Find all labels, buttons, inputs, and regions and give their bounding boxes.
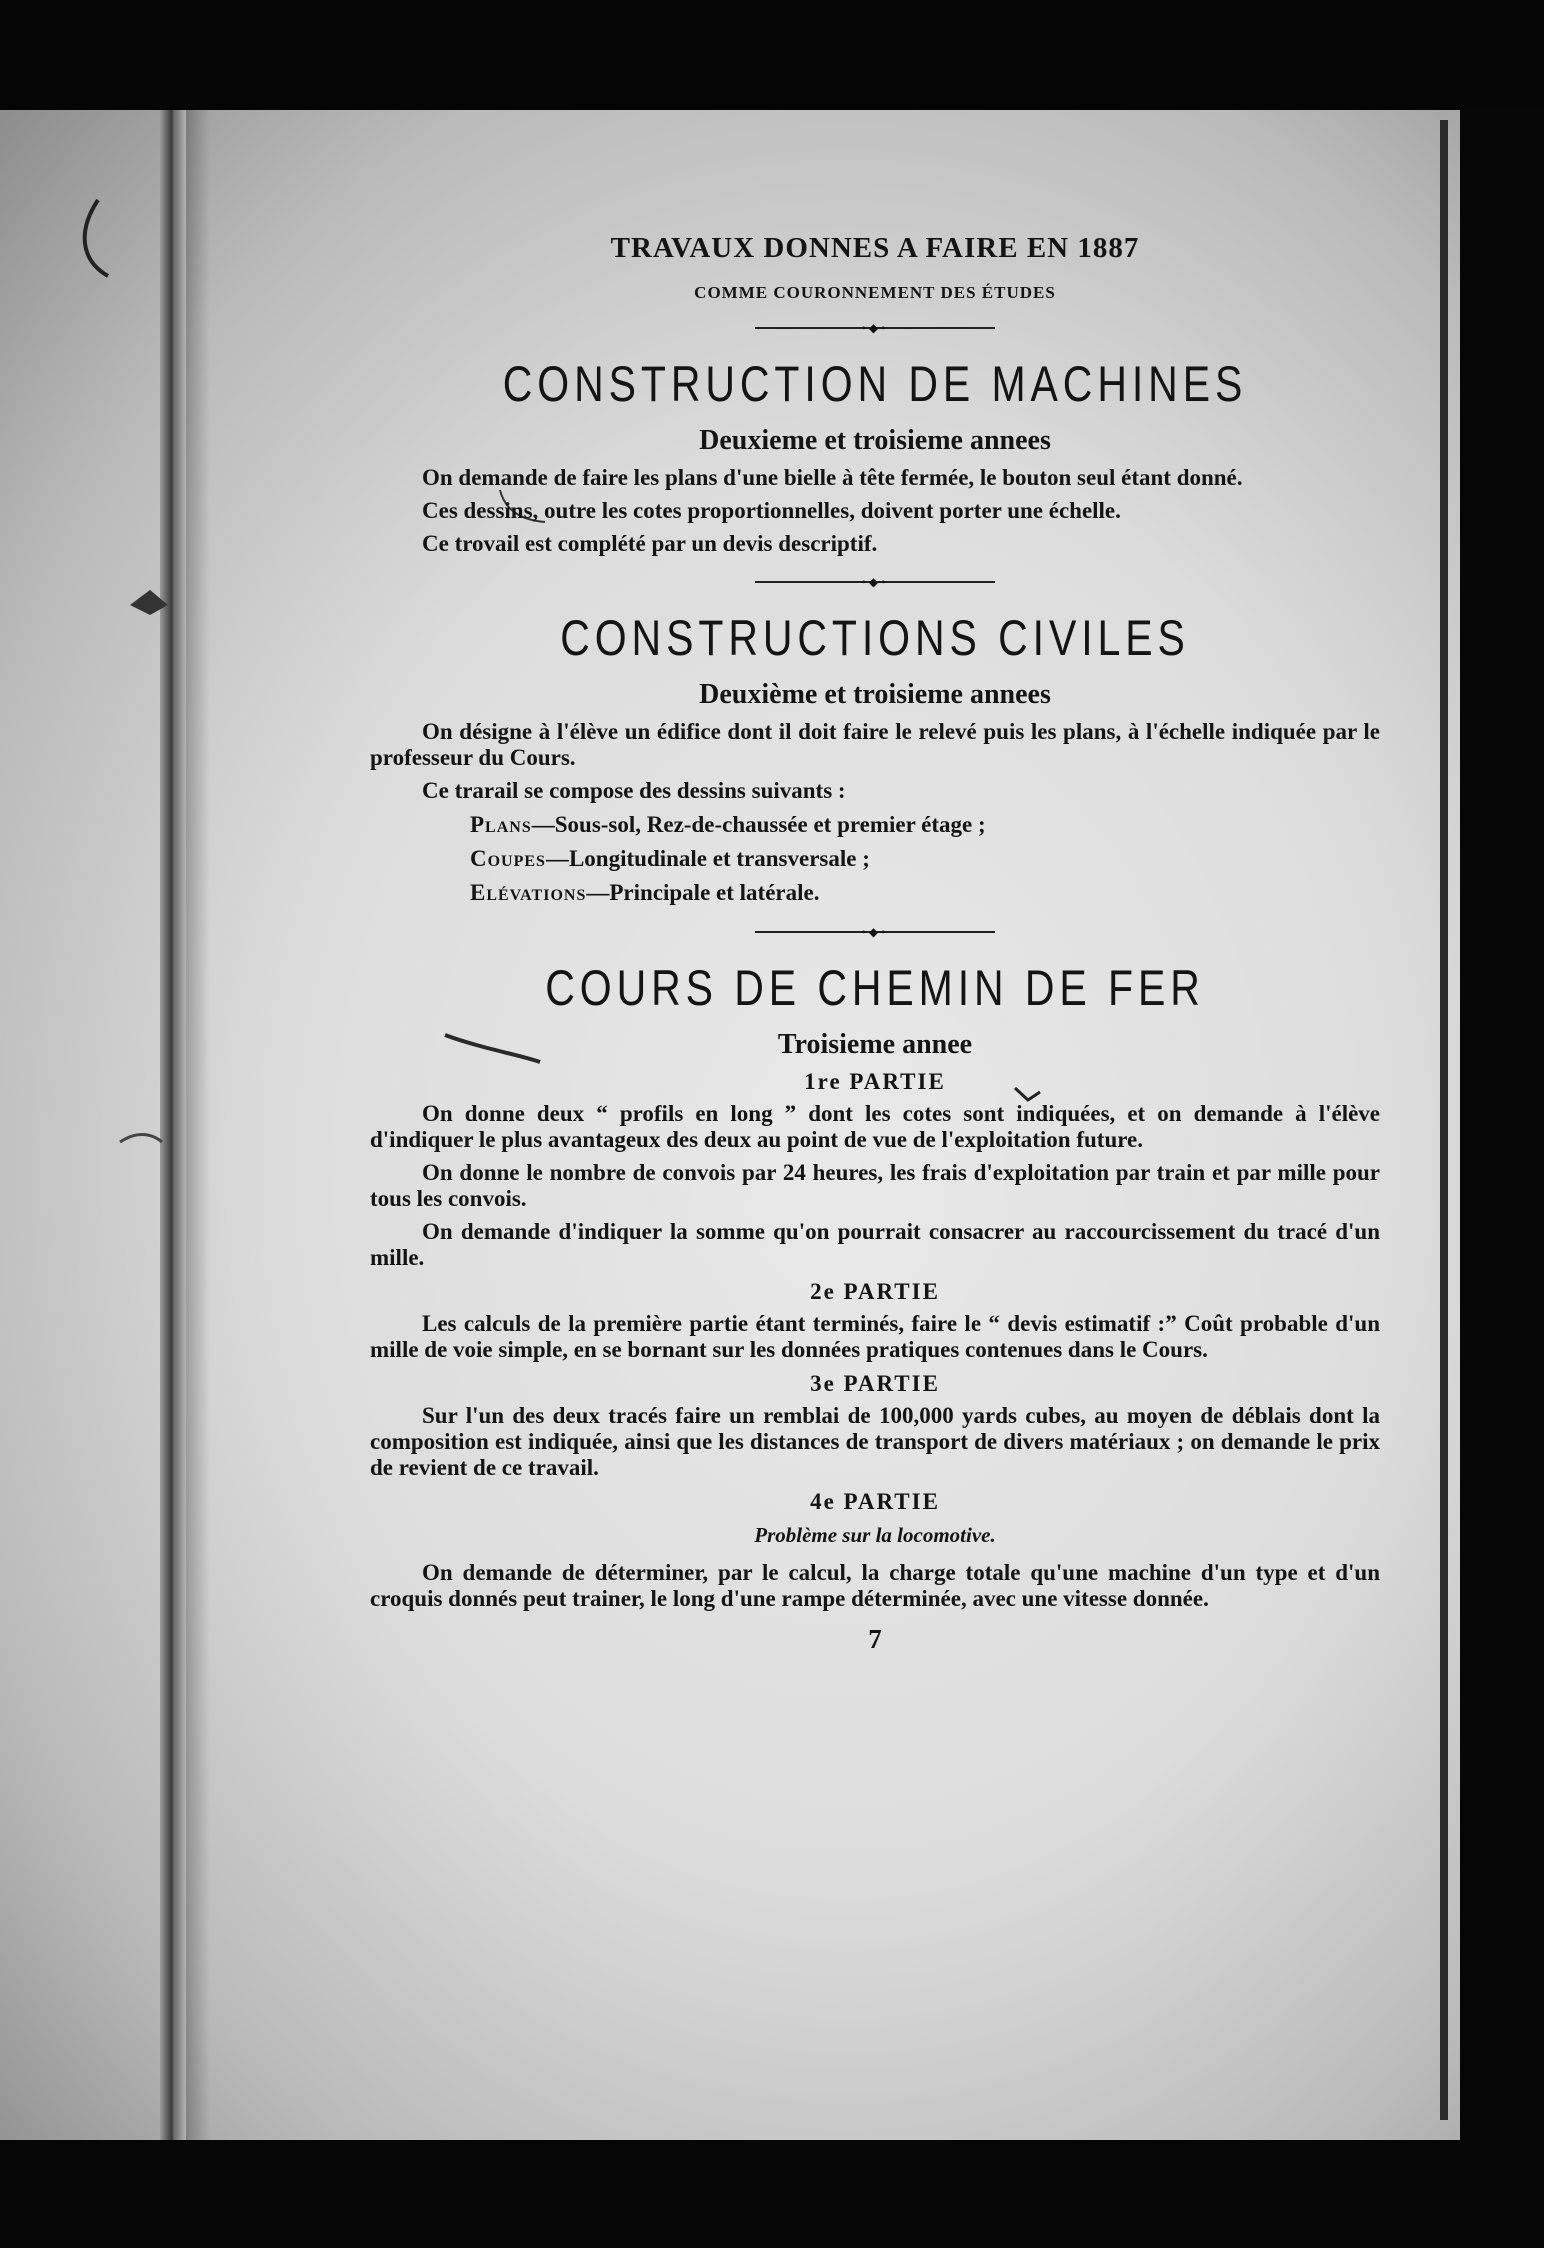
page-edge: [1440, 120, 1448, 2120]
section-subtitle-civiles: Deuxième et troisieme annees: [699, 679, 1051, 710]
film-frame-top: [0, 0, 1544, 110]
paragraph: Ces dessins, outre les cotes proportionnelles, doivent porter une échelle.: [422, 498, 1121, 523]
document-body: [370, 232, 1380, 1655]
paragraph: On donne le nombre de convois par 24 heures, les frais d'exploitation par train et par mille pour tous les convois.: [370, 1160, 1380, 1211]
document-header-subtitle: COMME COURONNEMENT DES ÉTUDES: [694, 283, 1056, 302]
paragraph: On désigne à l'élève un édifice dont il doit faire le relevé puis les plans, à l'échelle indiquée par le professeur du Cours.: [370, 719, 1380, 770]
paragraph: Ce trovail est complété par un devis descriptif.: [422, 531, 878, 556]
spine-shadow: [186, 110, 210, 2140]
section-title-chemin-de-fer: COURS DE CHEMIN DE FER: [545, 960, 1205, 1016]
paragraph: Sur l'un des deux tracés faire un remblai de 100,000 yards cubes, au moyen de déblais dont la composition est indiquée, ainsi que les distances de transport de divers matériaux ; on demande le prix de revient de ce travail.: [370, 1403, 1380, 1480]
ornament-rule: [755, 575, 995, 589]
section-subtitle-chemin-de-fer: Troisieme annee: [777, 1029, 973, 1060]
part-title: 4e PARTIE: [810, 1489, 940, 1514]
list-item-value: —Sous-sol, Rez-de-chaussée et premier étage ;: [531, 812, 986, 837]
list-item-key: Elévations: [470, 880, 587, 905]
list-item: [470, 845, 1380, 873]
paragraph: On demande d'indiquer la somme qu'on pourrait consacrer au raccourcissement du tracé d'un mille.: [370, 1219, 1380, 1270]
list-item: [470, 811, 1380, 839]
part-italic-subtitle: Problème sur la locomotive.: [754, 1523, 996, 1547]
ornament-glyph: •◆•: [861, 321, 889, 335]
section-title-machines: CONSTRUCTION DE MACHINES: [502, 356, 1248, 412]
document-header-title: TRAVAUX DONNES A FAIRE EN 1887: [610, 232, 1140, 264]
paragraph: On demande de déterminer, par le calcul, la charge totale qu'une machine d'un type et d'un croquis donnés peut trainer, le long d'une rampe déterminée, avec une vitesse donnée.: [370, 1560, 1380, 1611]
list-item: [470, 879, 1380, 907]
ornament-glyph: •◆•: [861, 575, 889, 589]
ornament-rule: [755, 321, 995, 335]
ornament-rule: [755, 925, 995, 939]
part-title: 1re PARTIE: [804, 1069, 946, 1094]
ornament-glyph: •◆•: [861, 925, 889, 939]
list-item-key: Plans: [470, 812, 532, 837]
paragraph: Les calculs de la première partie étant terminés, faire le “ devis estimatif :” Coût probable d'un mille de voie simple, en se bornant sur les données pratiques contenues dans le Cours.: [370, 1311, 1380, 1362]
page-number: 7: [868, 1624, 882, 1654]
list-item-value: —Principale et latérale.: [586, 880, 820, 905]
paragraph: On donne deux “ profils en long ” dont les cotes sont indiquées, et on demande à l'élève d'indiquer le plus avantageux des deux au point de vue de l'exploitation future.: [370, 1101, 1380, 1152]
part-title: 3e PARTIE: [810, 1371, 940, 1396]
section-title-civiles: CONSTRUCTIONS CIVILES: [560, 610, 1190, 666]
section-subtitle-machines: Deuxieme et troisieme annees: [699, 425, 1051, 456]
part-title: 2e PARTIE: [810, 1279, 940, 1304]
paragraph: Ce trarail se compose des dessins suivants :: [422, 778, 846, 803]
paragraph: On demande de faire les plans d'une bielle à tête fermée, le bouton seul étant donné.: [422, 465, 1243, 490]
list-item-value: —Longitudinale et transversale ;: [545, 846, 870, 871]
book-spine: [160, 110, 186, 2140]
list-item-key: Coupes: [470, 846, 546, 871]
